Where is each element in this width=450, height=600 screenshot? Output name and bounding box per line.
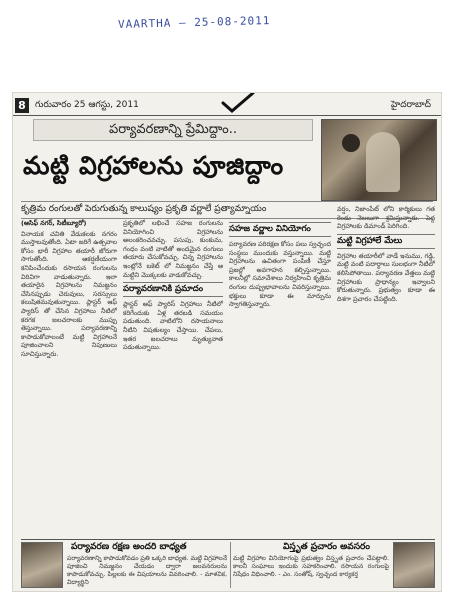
portrait-photo-left	[21, 542, 63, 588]
opinion-left-title: పర్యావరణ రక్షణ అందరి బాధ్యత	[71, 542, 187, 552]
article-byline: (ఆసిఫ్ నగర్, సిటీబ్యూరో)	[21, 219, 87, 227]
issue-date: గురువారం 25 ఆగస్టు, 2011	[35, 100, 139, 110]
article-column-2	[123, 219, 223, 537]
section-heading-natural-colors: సహజ వర్ణాల వినియోగం	[229, 222, 331, 237]
section-heading-clay-idols: మట్టి విగ్రహాలే మేలు	[337, 234, 435, 249]
opinion-strip	[21, 539, 435, 590]
article-column-3	[229, 219, 331, 537]
column-4-text: విగ్రహాల తయారీలో వాడే ఇనుము, గడ్డి, మట్టి వంటి పదార్థాలు సులభంగా నీటిలో కలిసిపోతాయి. పర్యావరణ వేత్తలు మట్టి విగ్రహాలకు ప్రాధాన్యం ఇవ్వాలని కోరుతున్నారు. ప్రభుత్వం కూడా ఈ దిశగా ప్రచారం చేపట్టింది.	[337, 251, 435, 303]
check-mark-icon	[221, 92, 255, 113]
column-2b-text: ప్లాస్టర్ ఆఫ్ ప్యారిస్ విగ్రహాలు నీటిలో కరిగేందుకు ఏళ్ల తరబడి సమయం పడుతుంది. వాటిలోని రసాయనాలు నీటిని విషతుల్యం చేస్తాయి. చేపలు, ఇతర జలచరాలు మృత్యువాత పడుతున్నాయి.	[123, 300, 223, 352]
opinion-right-title: విస్తృత ప్రచారం అవసరం	[283, 542, 370, 552]
column-3-text: పర్యావరణ పరిరక్షణ కోసం పలు స్వచ్ఛంద సంస్థలు ముందుకు వస్తున్నాయి. మట్టి విగ్రహాలను ఉచితంగా పంపిణీ చేస్తూ ప్రజల్లో అవగాహన కల్పిస్తున్నాయి. కాలనీల్లో సమావేశాలు నిర్వహించి కృత్రిమ రంగుల దుష్ప్రభావాలను వివరిస్తున్నాయి. భక్తులు కూడా ఈ మార్పును స్వాగతిస్తున్నారు.	[229, 240, 331, 309]
edition-city: హైదరాబాద్	[390, 100, 431, 110]
article-kicker: పర్యావరణాన్ని ప్రేమిద్దాం..	[33, 119, 313, 141]
column-divider	[230, 542, 231, 588]
article-column-1	[21, 219, 117, 537]
article-subhead: కృత్రిమ రంగులతో పెరుగుతున్న కాలుష్యం ప్రకృతి వర్ణాలే ప్రత్యామ్నాయం	[21, 201, 433, 219]
portrait-photo-right	[393, 542, 435, 588]
photo-figure-head	[342, 134, 360, 152]
opinion-right-text: మట్టి విగ్రహాల వినియోగంపై ప్రభుత్వం విస్తృత ప్రచారం చేపట్టాలి. కాలనీ సంఘాలు ఇందుకు సహకరించాలి. రసాయన రంగులపై నిషేధం విధించాలి. - ఎం. సంతోష్, స్వచ్ఛంద కార్యకర్త	[233, 555, 389, 578]
column-2-text: ప్రకృతిలో లభించే సహజ రంగులను వినియోగించి విగ్రహాలను అలంకరించవచ్చు. పసుపు, కుంకుమ, గంధం వంటి వాటితో అందమైన రంగులు తయారు చేసుకోవచ్చు. చిన్న విగ్రహాలను ఇంట్లోనే బకెట్ లో నిమజ్జనం చేస్తే ఆ మట్టిని మొక్కలకు వాడుకోవచ్చు.	[123, 219, 223, 279]
page-folio	[13, 97, 441, 116]
section-heading-danger: పర్యావరణానికి ప్రమాదం	[123, 282, 223, 297]
page-number: 8	[15, 98, 29, 113]
newspaper-clipping	[12, 92, 442, 592]
opinion-left-text: పర్యావరణాన్ని కాపాడుకోవడం ప్రతి ఒక్కరి బాధ్యత. మట్టి విగ్రహాలనే పూజించి నిమజ్జనం చేయడం ద్వారా జలవనరులను కాపాడుకోవచ్చు. పిల్లలకు ఈ విషయాలను వివరించాలి. - మాళవిక, విద్యార్థిని	[67, 555, 227, 586]
photo-idol-shape	[366, 132, 400, 192]
idol-maker-photo	[321, 119, 437, 201]
article-headline: మట్టి విగ్రహాలను పూజిద్దాం	[23, 151, 284, 180]
column-1-text: వినాయక చవితి వేడుకలకు నగరం ముస్తాబవుతోంది. ఏటా జరిగే ఉత్సవాల కోసం భారీ విగ్రహాల తయారీ జోరుగా సాగుతోంది. ఆకర్షణీయంగా కనిపించేందుకు రసాయన రంగులను విరివిగా వాడుతున్నారు. ఇలా తయారైన విగ్రహాలను నిమజ్జనం చేసినప్పుడు చెరువులు, సరస్సులు కలుషితమవుతున్నాయి. ప్లాస్టర్ ఆఫ్ ప్యారిస్ తో చేసిన విగ్రహాలు నీటిలో కరగక జలచరాలకు ముప్పు తెస్తున్నాయి. పర్యావరణాన్ని కాపాడుకోవాలంటే మట్టి విగ్రహాలనే పూజించాలని నిపుణులు సూచిస్తున్నారు.	[21, 229, 117, 358]
handwritten-date-note: VAARTHA — 25-08-2011	[117, 14, 271, 31]
column-4-top-text: వర్షం, నిజాంపేట్ లోని కార్మికులు గత రెండు నెలలుగా శ్రమిస్తున్నారు. పెద్ద విగ్రహాలకు డిమాండ్ పెరిగింది.	[337, 205, 435, 231]
article-column-4	[337, 205, 435, 535]
